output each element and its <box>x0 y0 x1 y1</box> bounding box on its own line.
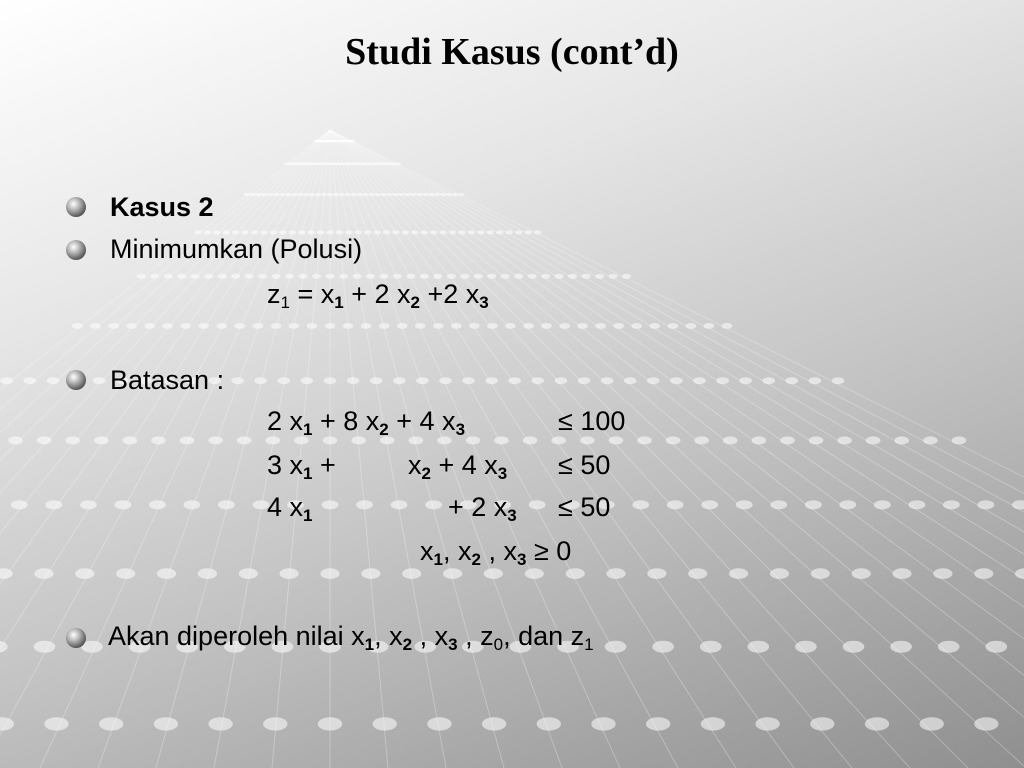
constraint-3-x3: + 2 $x_3$ <box>448 492 517 525</box>
constraint-1-relation: ≤ 100 <box>558 406 626 436</box>
minimize-label: Minimumkan (Polusi) <box>110 234 363 264</box>
constraint-2-relation: ≤ 50 <box>558 450 611 480</box>
result-statement: Akan diperoleh nilai $x_1$, $x_2$ , $x_3$ , $z_0$, dan $z_1$ <box>108 621 594 654</box>
constraint-2-x2: $x_2 + 4$ $x_3$ <box>408 450 508 483</box>
constraint-2: 3 $x_1$ + <box>267 450 336 483</box>
constraint-1: 2 $x_1 + 8$ $x_2 + 4$ $x_3$ <box>267 406 466 439</box>
constraint-3: 4 $x_1$ <box>267 492 313 525</box>
bullet-icon <box>66 628 86 648</box>
objective-function: $z_1 = x_1 + 2$ $x_2 +2$ $x_3$ <box>267 279 489 312</box>
bullet-icon <box>66 240 86 260</box>
bullet-icon <box>66 370 86 390</box>
constraints-label: Batasan : <box>110 365 225 395</box>
non-negativity: $x_1$, $x_2$ , $x_3 \ge 0$ <box>420 536 572 569</box>
case-label: Kasus 2 <box>110 192 214 222</box>
bullet-icon <box>66 197 86 217</box>
slide-title: Studi Kasus (cont’d) <box>345 31 679 73</box>
constraint-3-relation: ≤ 50 <box>558 492 611 522</box>
